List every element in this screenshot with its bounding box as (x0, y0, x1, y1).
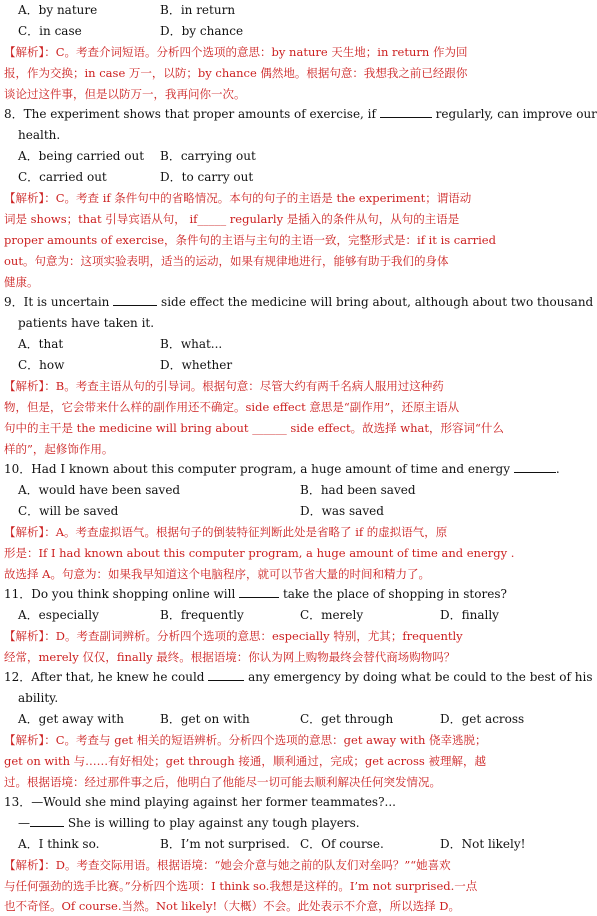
q12-explanation-line: 过。根据语境：经过那件事之后，他明白了他能尽一切可能去顺利解决任何突发情况。 (4, 775, 441, 789)
q12-option-b: B．get on with (160, 712, 250, 726)
q13-stem: 13．—Would she mind playing against her former teammates?... (4, 795, 396, 809)
q8-explanation-line: 健康。 (4, 275, 39, 289)
q10-stem (4, 459, 560, 479)
q8-explanation-line: out。句意为：这项实验表明，适当的运动，如果有规律地进行，能够有助于我们的身体 (4, 254, 449, 268)
q8-stem-part: 8．The experiment shows that proper amounts of exercise, if (4, 107, 376, 121)
q13-explanation-line: 与任何强劲的选手比赛。”分析四个选项：I think so.我想是这样的。I’m not surprised.一点 (4, 879, 478, 893)
q7-explanation-line: 【解析】：C。考查介词短语。分析四个选项的意思：by nature 天生地；in return 作为回 (4, 45, 468, 59)
q7-option-a: A．by nature (18, 3, 98, 17)
answer-blank (380, 106, 432, 118)
q9-option-d: D．whether (160, 358, 233, 372)
q7-option-d: D．by chance (160, 24, 244, 38)
q9-option-a: A．that (18, 337, 64, 351)
q11-explanation-line: 经常，merely 仅仅，finally 最终。根据语境：你认为网上购物最终会替代商场购物吗？ (4, 650, 456, 664)
q13-option-b: B．I’m not surprised. (160, 837, 290, 851)
q8-option-c: C．carried out (18, 170, 107, 184)
answer-blank (30, 815, 64, 827)
q12-stem-cont: ability. (18, 691, 59, 705)
q12-explanation-line: 【解析】：C。考查与 get 相关的短语辨析。分析四个选项的意思：get away with 侥幸逃脱； (4, 733, 487, 747)
q12-stem (4, 667, 593, 687)
q12-option-c: C．get through (300, 712, 394, 726)
q9-option-b: B．what... (160, 337, 223, 351)
q12-stem-part: any emergency by doing what be could to the best of his (248, 670, 593, 684)
q11-option-a: A．especially (18, 608, 99, 622)
q11-option-c: C．merely (300, 608, 364, 622)
q10-option-b: B．had been saved (300, 483, 416, 497)
answer-blank (113, 294, 157, 306)
q10-explanation-line: 故选择 A。句意为：如果我早知道这个电脑程序，就可以节省大量的时间和精力了。 (4, 567, 430, 581)
q13-stem-cont (18, 813, 360, 833)
q11-option-b: B．frequently (160, 608, 244, 622)
q9-stem-cont: patients have taken it. (18, 316, 155, 330)
q7-option-b: B．in return (160, 3, 236, 17)
q11-explanation-line: 【解析】：D。考查副词辨析。分析四个选项的意思：especially 特别，尤其；frequently (4, 629, 463, 643)
q13-stem-part: — (18, 816, 30, 830)
q9-explanation-line: 【解析】：B。考查主语从句的引导词。根据句意：尽管大约有两千名病人服用过这种药 (4, 379, 444, 393)
q12-option-a: A．get away with (18, 712, 124, 726)
q9-explanation-line: 样的”，起修饰作用。 (4, 442, 114, 456)
q13-option-d: D．Not likely! (440, 837, 526, 851)
answer-blank (514, 461, 556, 473)
q12-stem-part: 12．After that, he knew he could (4, 670, 205, 684)
q9-stem-part: 9．It is uncertain (4, 295, 110, 309)
q11-option-d: D．finally (440, 608, 499, 622)
q13-stem-part: She is willing to play against any tough players. (67, 816, 360, 830)
q8-option-b: B．carrying out (160, 149, 256, 163)
q8-explanation-line: 【解析】：C。考查 if 条件句中的省略情况。本句的句子的主语是 the experiment；谓语动 (4, 191, 472, 205)
q10-stem-part: 10．Had I known about this computer program, a huge amount of time and energy (4, 462, 511, 476)
answer-blank (208, 669, 244, 681)
q13-explanation-line: 【解析】：D。考查交际用语。根据语境：“她会介意与她之前的队友们对垒吗？”“她喜欢 (4, 858, 451, 872)
q7-explanation-line: 谈论过这件事，但是以防万一，我再问你一次。 (4, 87, 246, 101)
q12-option-d: D．get across (440, 712, 525, 726)
q8-explanation-line: 词是 shows；that 引导宾语从句， if_____ regularly 是插入的条件从句，从句的主语是 (4, 212, 460, 226)
q9-option-c: C．how (18, 358, 65, 372)
q10-option-d: D．was saved (300, 504, 384, 518)
q9-stem (4, 292, 593, 312)
q8-stem-part: regularly, can improve our (435, 107, 597, 121)
q8-explanation-line: proper amounts of exercise，条件句的主语与主句的主语一致，完整形式是：if it is carried (4, 233, 496, 247)
q7-explanation-line: 报，作为交换；in case 万一，以防；by chance 偶然地。根据句意：我想我之前已经跟你 (4, 66, 468, 80)
q7-option-c: C．in case (18, 24, 82, 38)
q11-stem-part: 11．Do you think shopping online will (4, 587, 236, 601)
q11-stem (4, 584, 507, 604)
q9-explanation-line: 句中的主干是 the medicine will bring about ______ side effect。故选择 what，形容词“什么 (4, 421, 504, 435)
q13-explanation-line: 也不奇怪。Of course.当然。Not likely!（大概）不会。此处表示不介意，所以选择 D。 (4, 899, 461, 913)
q9-stem-part: side effect the medicine will bring about, although about two thousand (161, 295, 594, 309)
q10-stem-part: . (555, 462, 560, 476)
q10-explanation-line: 【解析】：A。考查虚拟语气。根据句子的倒装特征判断此处是省略了 if 的虚拟语气，原 (4, 525, 448, 539)
q12-explanation-line: get on with 与……有好相处；get through 接通，顺利通过，完成；get across 被理解，越 (4, 754, 486, 768)
q8-option-a: A．being carried out (18, 149, 145, 163)
q13-option-a: A．I think so. (18, 837, 100, 851)
q10-explanation-line: 形是：If I had known about this computer program, a huge amount of time and energy . (4, 546, 515, 560)
q10-option-a: A．would have been saved (18, 483, 181, 497)
q8-stem-cont: health. (18, 128, 61, 142)
q10-option-c: C．will be saved (18, 504, 119, 518)
q8-option-d: D．to carry out (160, 170, 254, 184)
q9-explanation-line: 物，但是，它会带来什么样的副作用还不确定。side effect 意思是“副作用”，还原主语从 (4, 400, 460, 414)
q8-stem (4, 104, 597, 124)
q13-option-c: C．Of course. (300, 837, 384, 851)
q11-stem-part: take the place of shopping in stores? (282, 587, 507, 601)
answer-blank (239, 586, 279, 598)
